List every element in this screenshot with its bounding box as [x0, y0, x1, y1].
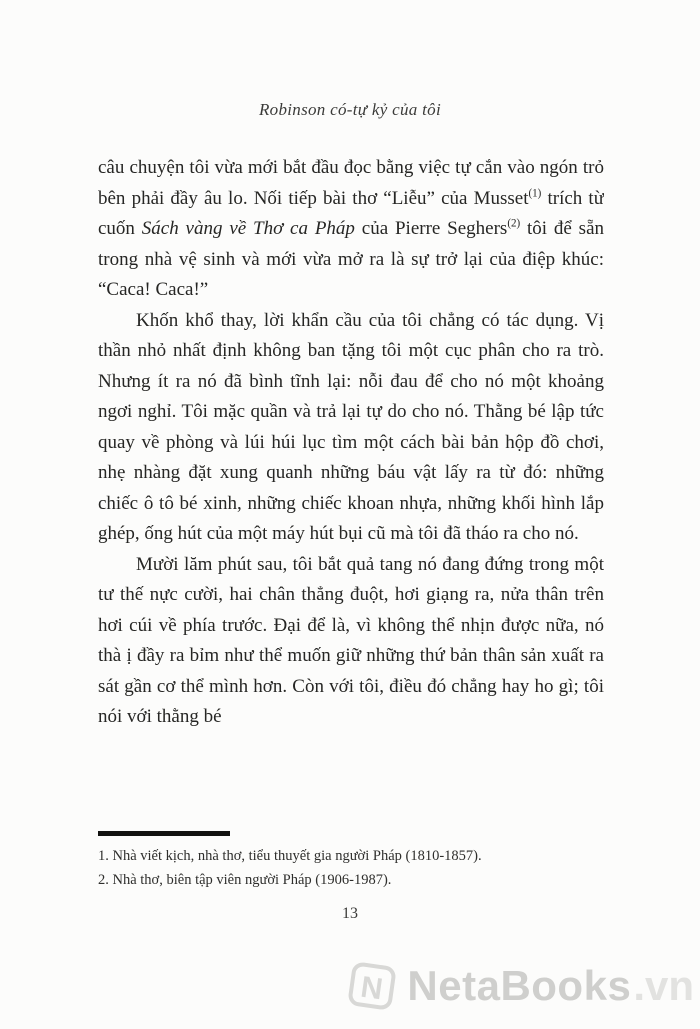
- netabooks-logo-icon: [345, 959, 399, 1013]
- text-run: tôi để sẵn trong nhà vệ sinh và mới vừa mở ra là sự trở lại của điệp khúc: “Caca! Caca!”: [98, 218, 604, 300]
- netabooks-logo-letter: N: [359, 970, 386, 1007]
- paragraph: [98, 153, 604, 306]
- text-run: trích từ cuốn: [98, 187, 604, 239]
- watermark-suffix: .vn: [633, 962, 694, 1009]
- text-run: câu chuyện tôi vừa mới bắt đầu đọc bằng việc tự cắn vào ngón trỏ bên phải đầy âu lo. Nối tiếp bài thơ “Liễu” của Musset: [98, 157, 604, 209]
- footnote-marker: (2): [507, 217, 521, 230]
- watermark-text: NetaBooks: [407, 962, 632, 1009]
- paragraph: [98, 306, 604, 550]
- text-run: Mười lăm phút sau, tôi bắt quả tang nó đang đứng trong một tư thế nực cười, hai chân thẳng đuột, hơi giạng ra, nửa thân trên hơi cúi về phía trước. Đại để là, vì không thể nhịn được nữa, nó thà ị đầy ra bỉm như thể muốn giữ những thứ bản thân sản xuất ra sát gần cơ thể mình hơn. Còn với tôi, điều đó chẳng hay ho gì; tôi nói với thằng bé: [98, 553, 604, 727]
- text-run: Sách vàng về Thơ ca Pháp: [141, 218, 355, 239]
- footnote: 2. Nhà thơ, biên tập viên người Pháp (1906-1987).: [98, 872, 392, 888]
- watermark: [345, 959, 694, 1013]
- footnote: 1. Nhà viết kịch, nhà thơ, tiểu thuyết gia người Pháp (1810-1857).: [98, 848, 482, 864]
- running-header: Robinson có-tự kỷ của tôi: [258, 100, 441, 119]
- footnotes: [98, 844, 604, 892]
- body-text: [98, 153, 604, 813]
- text-run: của Pierre Seghers: [354, 218, 508, 239]
- footnote-separator: [98, 831, 230, 836]
- text-run: Khốn khổ thay, lời khẩn cầu của tôi chẳng có tác dụng. Vị thần nhỏ nhất định không ban tặng tôi một cục phân cho ra trò. Nhưng ít ra nó đã bình tĩnh lại: nỗi đau để cho nó một khoảng ngơi nghỉ. Tôi mặc quần và trả lại tự do cho nó. Thằng bé lập tức quay về phòng và lúi húi lục tìm một cách bài bản hộp đồ chơi, nhẹ nhàng đặt xung quanh những báu vật lấy ra từ đó: những chiếc ô tô bé xinh, những chiếc khoan nhựa, những khối hình lắp ghép, ống hút của một máy hút bụi cũ mà tôi đã tháo ra cho nó.: [98, 309, 604, 544]
- page-number: 13: [342, 905, 358, 922]
- footnote-marker: (1): [528, 187, 542, 200]
- paragraph: [98, 550, 604, 733]
